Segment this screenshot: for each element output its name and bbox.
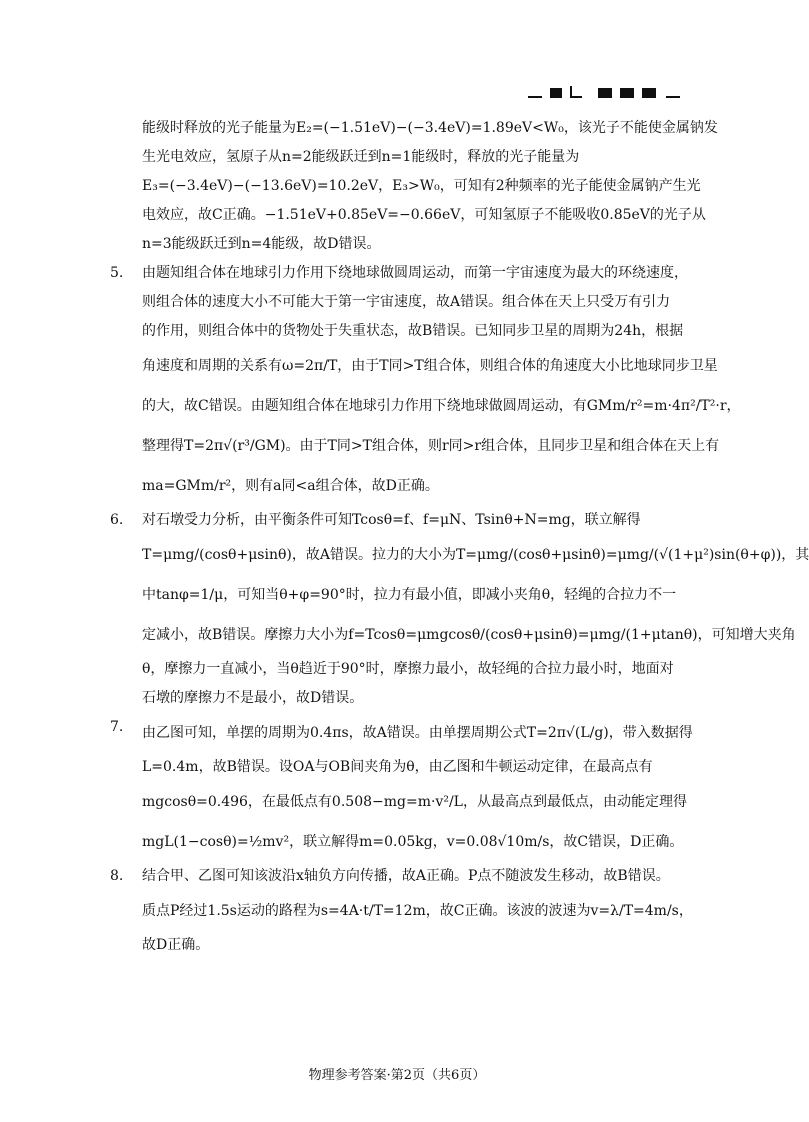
header-decoration: [528, 86, 688, 100]
q5-line: 的大，故C错误。由题知组合体在地球引力作用下绕地球做圆周运动，有GMm/r²=m·4π²/T²·r，: [142, 398, 741, 414]
question-8: [110, 862, 693, 960]
q4-continuation: [110, 114, 718, 259]
q7-line: L=0.4m，故B错误。设OA与OB间夹角为θ，由乙图和牛顿运动定律，在最高点有: [142, 759, 653, 775]
header-block: [550, 88, 562, 98]
q6-line: 石墩的摩擦力不是最小，故D错误。: [142, 690, 364, 706]
header-block: [598, 88, 612, 98]
page-footer: 物理参考答案·第2页（共6页）: [308, 1068, 486, 1083]
q5-line: ma=GMm/r²，则有a同<a组合体，故D正确。: [142, 478, 439, 494]
question-number: 5.: [110, 265, 124, 281]
q4-line: n=3能级跃迁到n=4能级，故D错误。: [142, 236, 381, 252]
q5-line: 的作用，则组合体中的货物处于失重状态，故B错误。已知同步卫星的周期为24h，根据: [142, 323, 684, 339]
q7-line: mgcosθ=0.496，在最低点有0.508−mg=m·v²/L，从最高点到最低点，由动能定理得: [142, 794, 687, 810]
answer-content: [110, 114, 809, 960]
q8-line: 结合甲、乙图可知该波沿x轴负方向传播，故A正确。P点不随波发生移动，故B错误。: [142, 868, 670, 884]
q6-line: 定减小，故B错误。摩擦力大小为f=Tcosθ=μmgcosθ/(cosθ+μsinθ)=μmg/(1+μtanθ)，可知增大夹角: [142, 627, 796, 643]
q6-line: θ，摩擦力一直减小，当θ趋近于90°时，摩擦力最小，故轻绳的合拉力最小时，地面对: [142, 661, 674, 677]
question-5: [110, 259, 741, 506]
q5-line: 则组合体的速度大小不可能大于第一宇宙速度，故A错误。组合体在天上只受万有引力: [142, 294, 671, 310]
header-dash: [528, 96, 542, 98]
header-corner: [570, 86, 582, 98]
question-number: 7.: [110, 719, 124, 735]
q4-line: 能级时释放的光子能量为E₂=(−1.51eV)−(−3.4eV)=1.89eV<W₀，该光子不能使金属钠发: [142, 120, 718, 136]
question-number: 8.: [110, 868, 124, 884]
q5-line: 由题知组合体在地球引力作用下绕地球做圆周运动，而第一宇宙速度为最大的环绕速度，: [142, 265, 688, 281]
q8-line: 故D正确。: [142, 937, 210, 953]
q6-line: T=μmg/(cosθ+μsinθ)，故A错误。拉力的大小为T=μmg/(cosθ+μsinθ)=μmg/(√(1+μ²)sin(θ+φ))，其: [142, 547, 809, 563]
header-block: [620, 88, 634, 98]
q6-line: 中tanφ=1/μ，可知当θ+φ=90°时，拉力有最小值，即减小夹角θ，轻绳的合拉力不一: [142, 587, 677, 603]
q7-line: 由乙图可知，单摆的周期为0.4πs，故A错误。由单摆周期公式T=2π√(L/g)，带入数据得: [142, 725, 693, 741]
q5-line: 整理得T=2π√(r³/GM)。由于T同>T组合体，则r同>r组合体，且同步卫星和组合体在天上有: [142, 438, 720, 454]
q6-line: 对石墩受力分析，由平衡条件可知Tcosθ=f、f=μN、Tsinθ+N=mg，联立解得: [142, 512, 641, 528]
question-6: [110, 506, 809, 713]
header-dash: [666, 96, 680, 98]
q7-line: mgL(1−cosθ)=½mv²，联立解得m=0.05kg，v=0.08√10m/s，故C错误，D正确。: [142, 834, 684, 850]
question-7: [110, 713, 693, 862]
q4-line: 电效应，故C正确。−1.51eV+0.85eV=−0.66eV，可知氢原子不能吸收0.85eV的光子从: [142, 207, 706, 223]
q8-line: 质点P经过1.5s运动的路程为s=4A·t/T=12m，故C正确。该波的波速为v=λ/T=4m/s，: [142, 903, 693, 919]
q4-line: 生光电效应，氢原子从n=2能级跃迁到n=1能级时，释放的光子能量为: [142, 149, 580, 165]
header-block: [642, 88, 656, 98]
question-number: 6.: [110, 512, 124, 528]
q5-line: 角速度和周期的关系有ω=2π/T，由于T同>T组合体，则组合体的角速度大小比地球同步卫星: [142, 358, 718, 374]
q4-line: E₃=(−3.4eV)−(−13.6eV)=10.2eV，E₃>W₀，可知有2种频率的光子能使金属钠产生光: [142, 178, 701, 194]
